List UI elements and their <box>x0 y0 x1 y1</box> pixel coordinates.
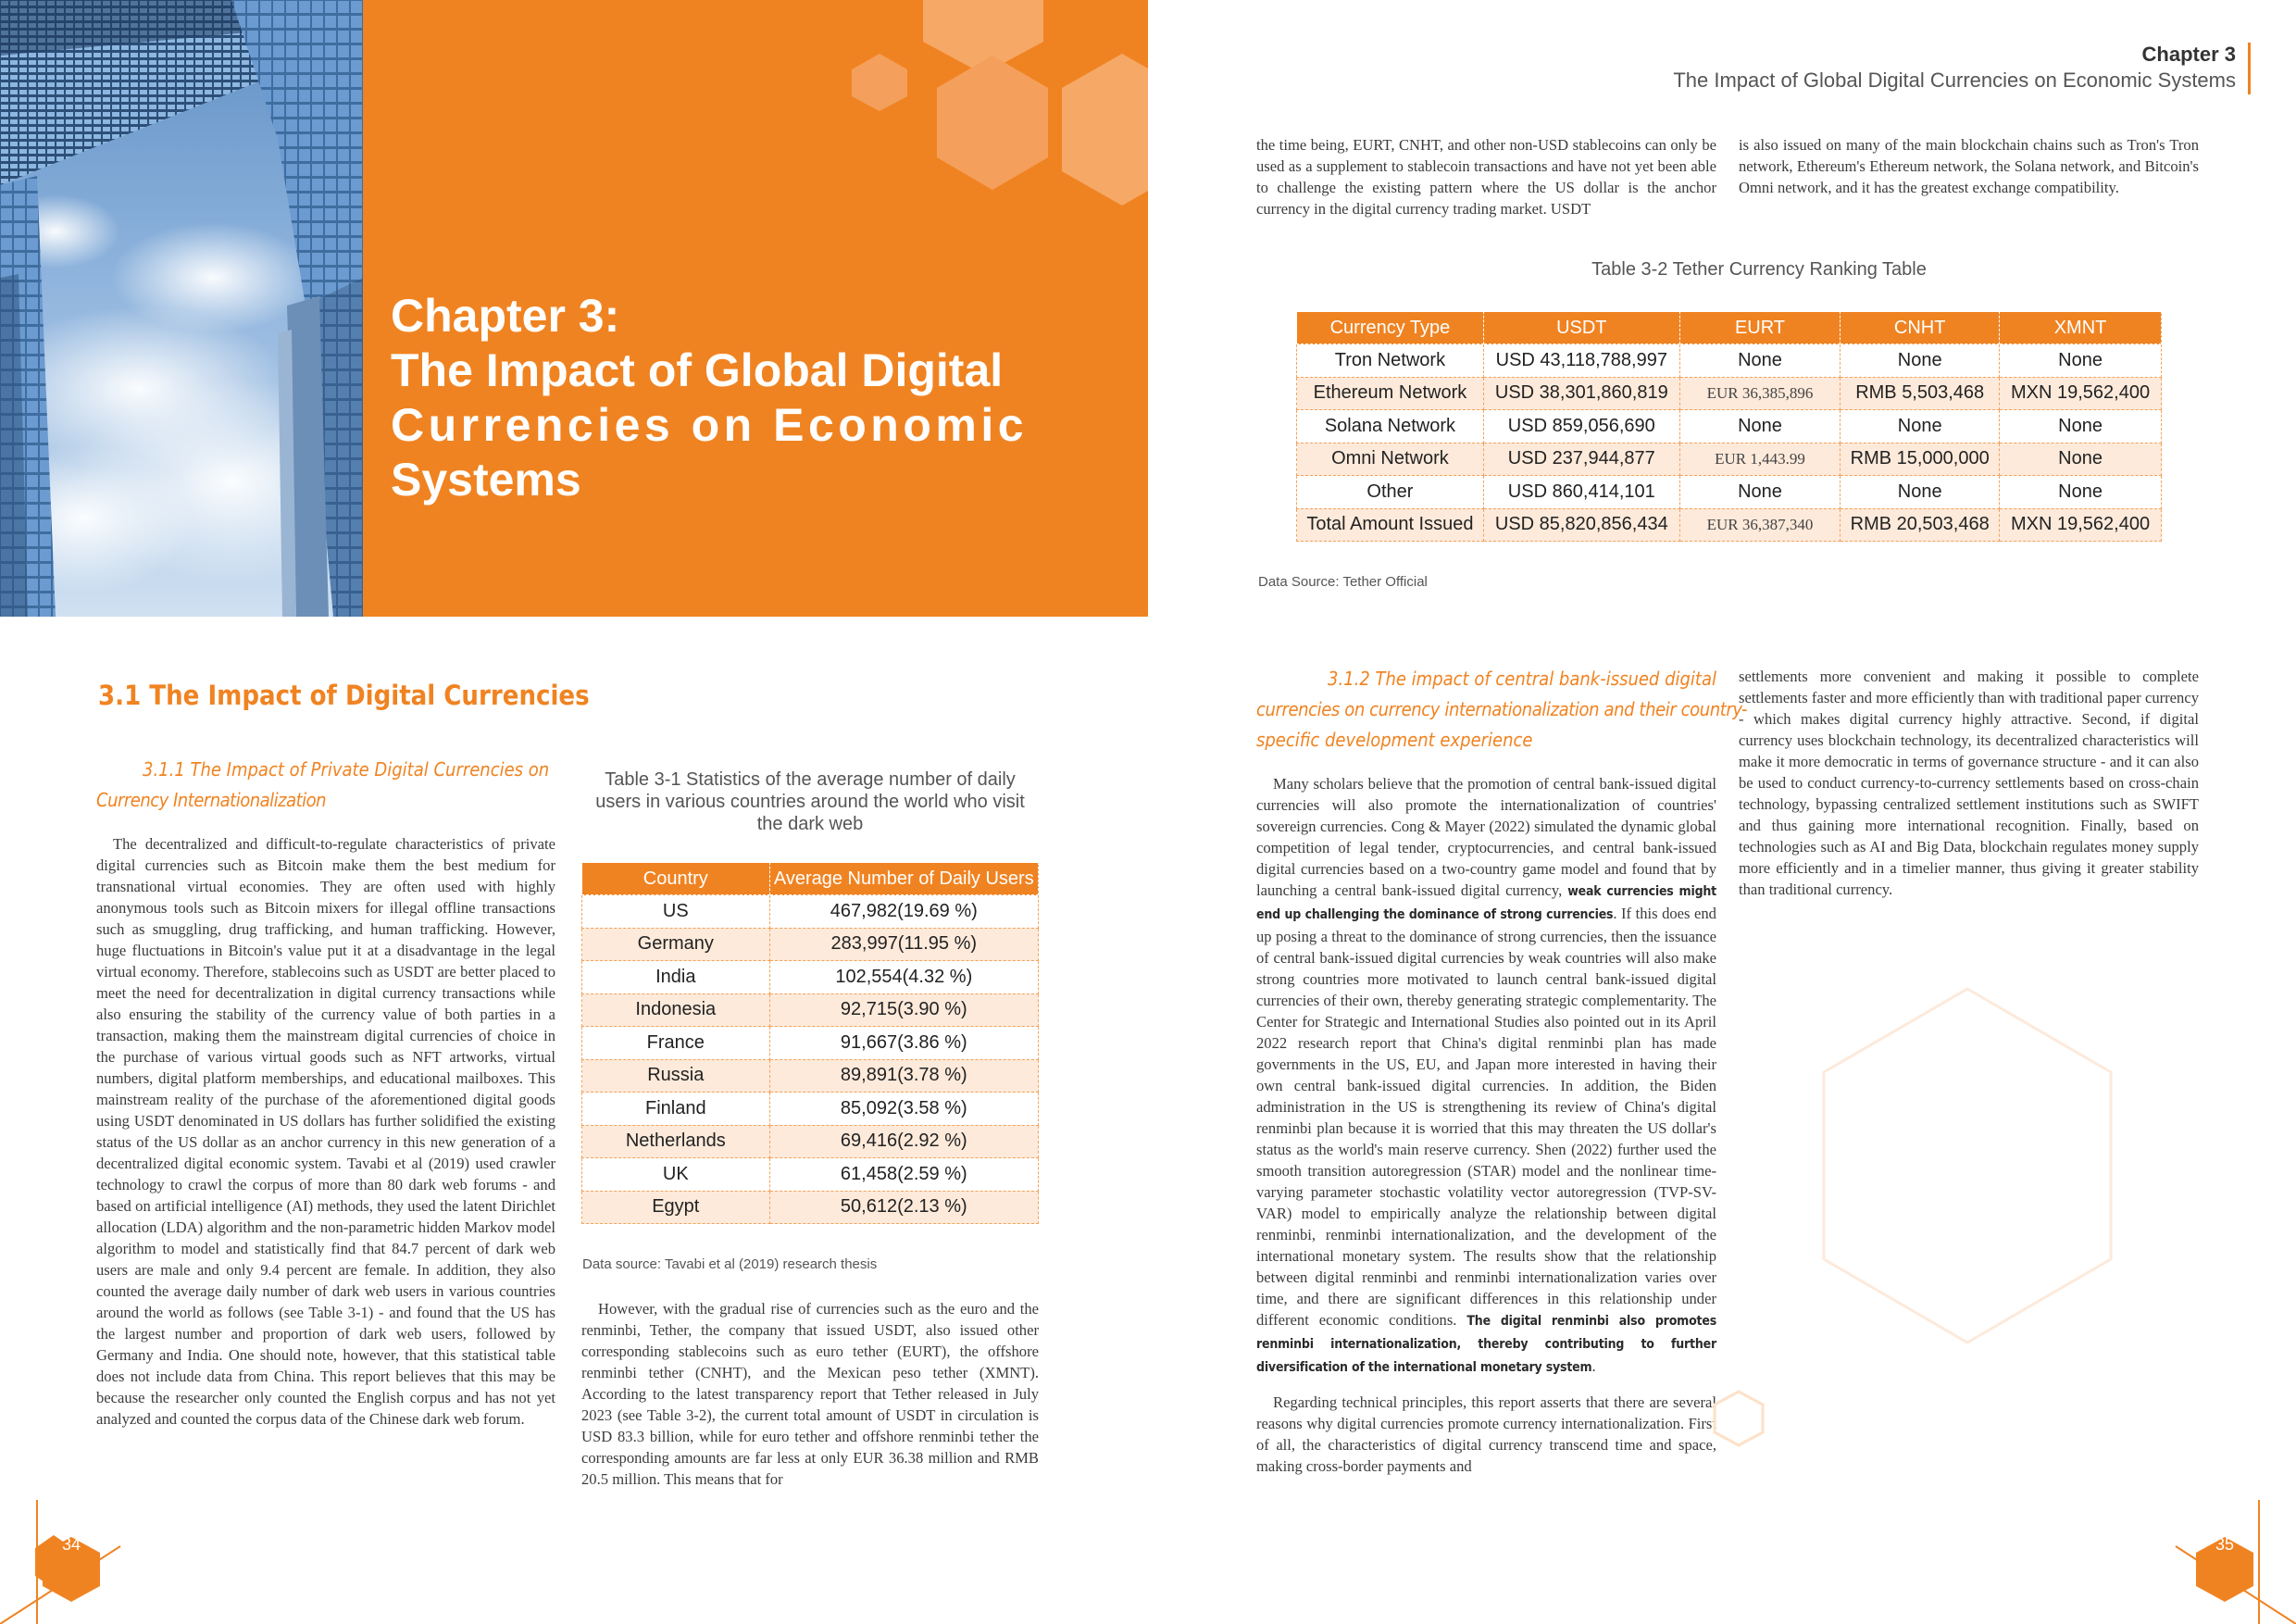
table-cell: MXN 19,562,400 <box>2000 508 2162 542</box>
table-row <box>582 1125 1039 1158</box>
section-title: 3.1 The Impact of Digital Currencies <box>98 680 590 711</box>
paragraph: The decentralized and difficult-to-regulate characteristics of private digital currencies such as Bitcoin make them the best medium for transnational virtual economies. They are often used with highly anonymous tools such as Bitcoin mixers for illegal offline transactions such as smuggling, drug trafficking, and human trafficking. However, huge fluctuations in Bitcoin's value put it at a disadvantage in the legal virtual economy. Therefore, stablecoins such as USDT are better placed to meet the need for decentralization in digital currency transactions while also ensuring the stability of the currency value of both parties in a transaction, making them the mainstream digital currencies of choice in the purchase of various virtual goods such as NFT artworks, virtual numbers, digital platform memberships, and educational mailboxes. This mainstream reality of the purchase of the aforementioned digital goods using USDT denominated in US dollars has further solidified the existing status of the US dollar as an anchor currency in this new generation of a decentralized digital economic system. Tavabi et al (2019) used crawler technology to crawl the corpus of more than 80 dark web forums - and based on artificial intelligence (AI) methods, they used the latent Dirichlet allocation (LDA) algorithm and the non-parametric hidden Markov model algorithm to model and statistically find that 84.7 percent of dark web users are male and only 9.4 percent are female. In addition, they also counted the average daily number of dark web users in various countries around the world as follows (see Table 3-1) - and found that the US has the largest number and proportion of dark web users, followed by Germany and India. One should note, however, that this statistical table does not include data from China. This report believes that this may be because the researcher only counted the English corpus and has not yet analyzed and counted the corpus data of the Chinese dark web forum. <box>96 835 555 1428</box>
table-row <box>582 961 1039 994</box>
table-row <box>1297 508 2162 542</box>
table-cell: 69,416(2.92 %) <box>769 1125 1038 1158</box>
hexagon-decoration <box>937 56 1048 190</box>
table-cell: RMB 15,000,000 <box>1841 443 2000 476</box>
left-col2 <box>581 1298 1039 1503</box>
skyscraper-photo <box>0 0 363 617</box>
table-cell: 283,997(11.95 %) <box>769 928 1038 961</box>
running-header-title: The Impact of Global Digital Currencies on Economic Systems <box>1673 69 2236 92</box>
header-accent-bar <box>2248 43 2251 94</box>
paragraph: is also issued on many of the main blockchain chains such as Tron's Tron network, Ethereum's Ethereum network, the Solana network, and Bitcoin's Omni network, and it has the greatest exchange compatibility. <box>1739 136 2199 196</box>
table-cell: None <box>1841 410 2000 443</box>
chapter-heading-line: Chapter 3: <box>391 290 620 342</box>
table-cell: EUR 36,385,896 <box>1679 377 1841 410</box>
table-cell: 467,982(19.69 %) <box>769 895 1038 929</box>
chapter-heading-line: The Impact of Global Digital <box>391 344 1004 396</box>
chapter-heading-line: Currencies on Economic <box>391 399 1029 451</box>
subsection-title-line: specific development experience <box>1256 729 1533 751</box>
page-number-left: 34 <box>61 1535 81 1554</box>
table-header-cell: EURT <box>1679 312 1841 344</box>
paragraph: However, with the gradual rise of currencies such as the euro and the renminbi, Tether, the company that issued USDT, also issued other corresponding stablecoins such as euro tether (EURT), the offshore renminbi tether (CNHT), and the Mexican peso tether (XMNT). According to the latest transparency report that Tether released in July 2023 (see Table 3-2), the current total amount of USDT in circulation is USD 83.3 billion, while for euro tether and offshore renminbi tether the corresponding amounts are far less at only EUR 36.38 million and RMB 20.5 million. This means that for <box>581 1300 1039 1488</box>
table-row <box>582 1191 1039 1224</box>
subsection-title <box>1256 664 1748 756</box>
subsection-title-line: Currency Internationalization <box>96 789 327 811</box>
table-cell: USD 38,301,860,819 <box>1483 377 1679 410</box>
table-row <box>582 993 1039 1027</box>
right-col2 <box>1739 666 2199 913</box>
table-cell: Russia <box>582 1059 770 1093</box>
subsection-title-line: 3.1.2 The impact of central bank-issued digital <box>1328 668 1716 690</box>
table-row <box>1297 344 2162 378</box>
table-cell: RMB 20,503,468 <box>1841 508 2000 542</box>
table-cell: US <box>582 895 770 929</box>
table-cell: 61,458(2.59 %) <box>769 1158 1038 1192</box>
table-row <box>1297 443 2162 476</box>
text-run: . If this does end up posing a threat to the dominance of strong currencies, then the issuance of central bank-issued digital currencies by weak countries will also make strong countries more motivated to launch central bank-issued digital currencies of their own, thereby generating strategic complementarity. The Center for Strategic and International Studies also pointed out in its April 2022 research report that China's digital renminbi plan has made governments in the US, EU, and Japan more interested in having their own central bank-issued digital currencies. In addition, the Biden administration in the US is strengthening its review of China's digital renminbi plan because it is worried that this may threaten the US dollar's status as the world's main reserve currency. Shen (2022) further used the smooth transition autoregression (STAR) model and the nonlinear time-varying parameter stochastic volatility vector autoregression (TVP-SV-VAR) model to empirically analyze the relationship between digital renminbi, renminbi internationalization, and the development of the international monetary system. The results show that the relationship between digital renminbi and renminbi internationalization varies over time, and there are significant differences in this relationship under different economic conditions. <box>1256 905 1716 1329</box>
left-col1 <box>96 833 555 1443</box>
table-cell: None <box>1679 476 1841 509</box>
table-row <box>1297 377 2162 410</box>
table-row <box>582 1158 1039 1192</box>
table-cell: Indonesia <box>582 993 770 1027</box>
table-row <box>582 1093 1039 1126</box>
table-cell: None <box>2000 410 2162 443</box>
table-cell: Ethereum Network <box>1297 377 1484 410</box>
table-cell: Tron Network <box>1297 344 1484 378</box>
subsection-title <box>96 755 555 816</box>
chapter-heading-line: Systems <box>391 454 581 506</box>
table-cell: MXN 19,562,400 <box>2000 377 2162 410</box>
table-cell: EUR 36,387,340 <box>1679 508 1841 542</box>
table-cell: RMB 5,503,468 <box>1841 377 2000 410</box>
table-cell: None <box>2000 476 2162 509</box>
table-header-cell: Currency Type <box>1297 312 1484 344</box>
table-row <box>582 1059 1039 1093</box>
table-cell: EUR 1,443.99 <box>1679 443 1841 476</box>
tether-ranking-table <box>1296 311 2162 542</box>
table-cell: Total Amount Issued <box>1297 508 1484 542</box>
table1-caption: Table 3-1 Statistics of the average number of daily users in various countries around the world who visit the dark web <box>595 769 1025 834</box>
table-cell: 50,612(2.13 %) <box>769 1191 1038 1224</box>
table-cell: Solana Network <box>1297 410 1484 443</box>
hexagon-decoration <box>1711 1389 1766 1448</box>
text-run: . <box>1591 1357 1596 1375</box>
table-header-cell: Average Number of Daily Users <box>769 863 1038 895</box>
table-cell: USD 860,414,101 <box>1483 476 1679 509</box>
chapter-heading <box>391 289 1113 507</box>
table-header-cell: CNHT <box>1841 312 2000 344</box>
table-cell: None <box>1679 344 1841 378</box>
table-cell: Omni Network <box>1297 443 1484 476</box>
dark-web-users-table <box>581 862 1039 1224</box>
page-number-badge <box>2166 1500 2296 1624</box>
table-cell: None <box>2000 344 2162 378</box>
bold-statement: weak currencies might end up challenging the dominance of strong currencies <box>1256 884 1716 922</box>
paragraph: Regarding technical principles, this report asserts that there are several reasons why digital currencies promote currency internationalization. First of all, the characteristics of digital currency transcend time and space, making cross-border payments and <box>1256 1393 1716 1475</box>
running-header-chapter: Chapter 3 <box>2141 43 2236 66</box>
table-cell: None <box>1679 410 1841 443</box>
table-header-cell: USDT <box>1483 312 1679 344</box>
right-top-col1 <box>1256 134 1716 232</box>
table-cell: UK <box>582 1158 770 1192</box>
page-number-badge <box>0 1500 130 1624</box>
table-cell: None <box>2000 443 2162 476</box>
table-cell: France <box>582 1027 770 1060</box>
table-cell: USD 43,118,788,997 <box>1483 344 1679 378</box>
table-row <box>582 1027 1039 1060</box>
page-number-right: 35 <box>2215 1535 2235 1554</box>
table-cell: 89,891(3.78 %) <box>769 1059 1038 1093</box>
table-header-cell: XMNT <box>2000 312 2162 344</box>
table-cell: None <box>1841 344 2000 378</box>
table-cell: None <box>1841 476 2000 509</box>
table-cell: Netherlands <box>582 1125 770 1158</box>
hexagon-decoration <box>852 54 907 111</box>
table-cell: Finland <box>582 1093 770 1126</box>
table-cell: USD 237,944,877 <box>1483 443 1679 476</box>
subsection-title-line: currencies on currency internationalization and their country- <box>1256 698 1748 720</box>
table-cell: 85,092(3.58 %) <box>769 1093 1038 1126</box>
table-header-cell: Country <box>582 863 770 895</box>
table-cell: 102,554(4.32 %) <box>769 961 1038 994</box>
bold-statement: The digital renminbi also promotes renminbi internationalization, thereby contributing to further diversification of the international monetary system <box>1256 1314 1716 1375</box>
table-cell: USD 85,820,856,434 <box>1483 508 1679 542</box>
table1-source: Data source: Tavabi et al (2019) research thesis <box>582 1256 878 1272</box>
table-cell: 92,715(3.90 %) <box>769 993 1038 1027</box>
table2-caption: Table 3-2 Tether Currency Ranking Table <box>1591 259 1927 280</box>
running-header <box>1673 43 2236 93</box>
paragraph: the time being, EURT, CNHT, and other non-USD stablecoins can only be used as a supplement to stablecoin transactions and have not yet been able to challenge the existing pattern where the US dollar is the anchor currency in the digital currency trading market. USDT <box>1256 136 1716 218</box>
table-row <box>1297 410 2162 443</box>
right-col1 <box>1256 773 1716 1490</box>
text-run: Many scholars believe that the promotion of central bank-issued digital currencies will also promote the internationalization of countries' sovereign currencies. Cong & Mayer (2022) simulated the dynamic global competition of legal tender, cryptocurrencies, and central bank-issued digital currencies based on a two-country game model and found that by launching a central bank-issued digital currency, <box>1256 775 1716 899</box>
table-row <box>1297 476 2162 509</box>
subsection-title-line: 3.1.1 The Impact of Private Digital Currencies on <box>143 758 550 781</box>
table-row <box>582 928 1039 961</box>
paragraph <box>1256 773 1716 1379</box>
table-cell: Other <box>1297 476 1484 509</box>
table-cell: 91,667(3.86 %) <box>769 1027 1038 1060</box>
table-cell: USD 859,056,690 <box>1483 410 1679 443</box>
right-top-col2 <box>1739 134 2199 211</box>
table2-source: Data Source: Tether Official <box>1258 574 1428 590</box>
hexagon-decoration <box>1062 54 1148 206</box>
table-cell: Egypt <box>582 1191 770 1224</box>
table-cell: Germany <box>582 928 770 961</box>
table-row <box>582 895 1039 929</box>
table-cell: India <box>582 961 770 994</box>
hexagon-decoration <box>1815 981 2120 1352</box>
paragraph: settlements more convenient and making it possible to complete settlements faster and more efficiently than with traditional paper currency - which makes digital currency highly attractive. Second, if digital currency uses blockchain technology, its decentralized characteristics will make it more democratic in terms of governance structure - and it can also be used to conduct currency-to-currency settlements based on cross-chain technology, bypassing centralized settlement institutions such as SWIFT and thus gaining more international recognition. Finally, based on technologies such as AI and Big Data, blockchain regulates money supply more efficiently and in a timelier manner, thus giving it greater stability than traditional currency. <box>1739 668 2199 898</box>
